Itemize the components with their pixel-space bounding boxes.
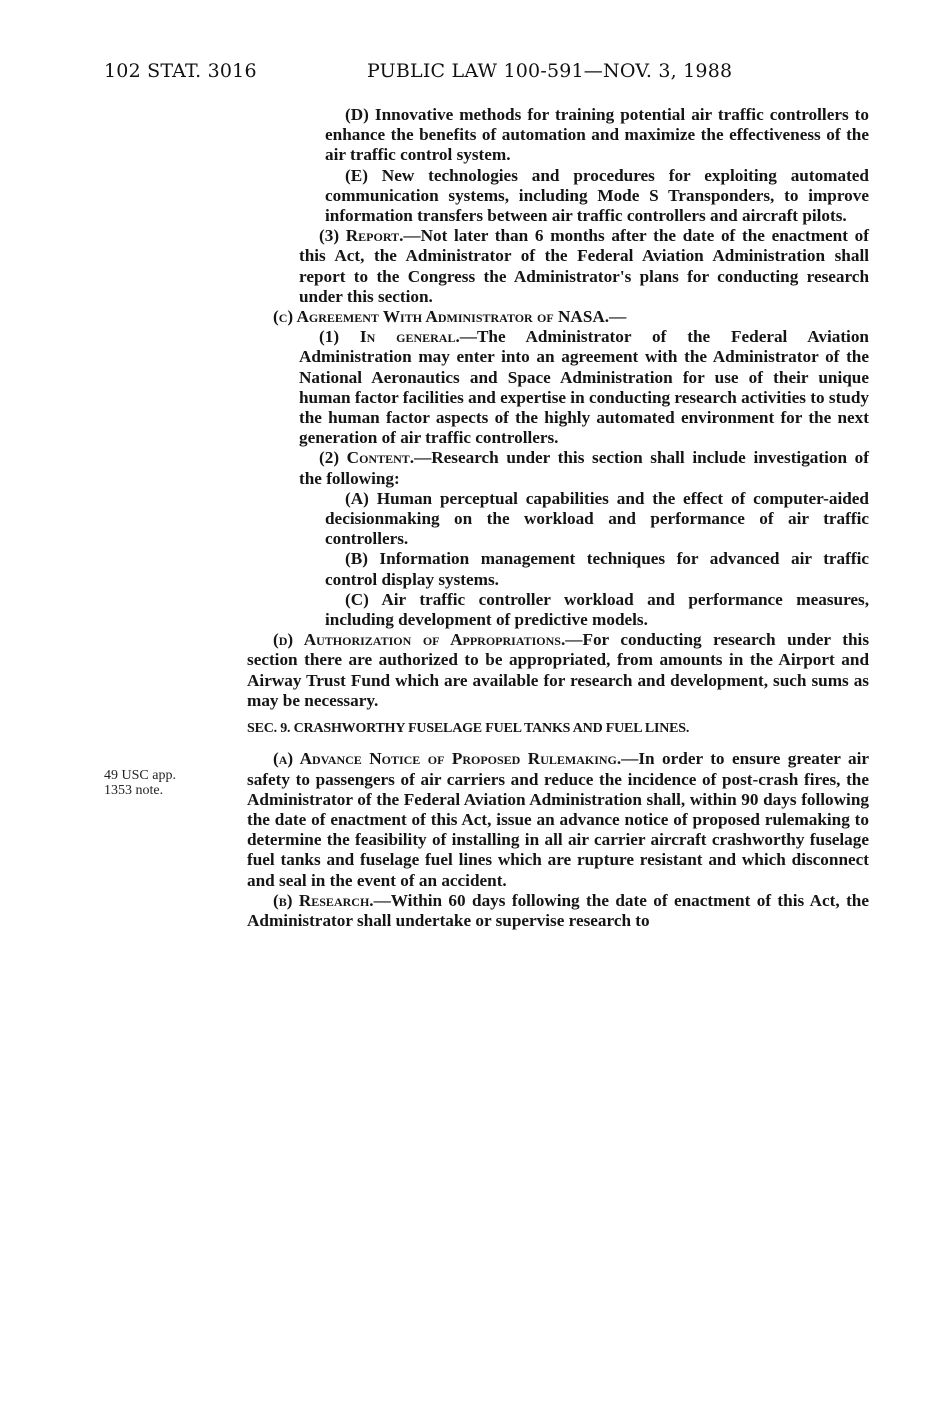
paragraph-c: (C) Air traffic controller workload and performance measures, including development of predictive models. [325,589,869,630]
paragraph-content [247,448,869,488]
paragraph-a: (A) Human perceptual capabilities and the effect of computer-aided decisionmaking on the workload and performance of air traffic controllers. [325,488,869,549]
margin-note-line2: 1353 note. [104,783,164,798]
general-text: —The Administrator of the Federal Aviation Administration may enter into an agreement with the Administrator of the National Aeronautics and Space Administration for use of their unique human factor facilities and expertise in conducting research activities to study the human factor aspects of the highly automated environment for the next generation of air traffic controllers. [299,327,870,448]
margin-note [104,768,176,798]
auth-text: —For conducting research under this section there are authorized to be appropriated, from amounts in the Airport and Airway Trust Fund which are available for research and development, such sums as may be necessary. [247,630,870,710]
report-text: —Not later than 6 months after the date of the enactment of this Act, the Administrator of the Federal Aviation Administration shall report to the Congress the Administrator's plans for conducting research under this section. [299,226,869,306]
margin-note-line1: 49 USC app. [104,768,176,783]
report-label: (3) Report. [319,226,404,246]
subsection-a-advance-notice [247,749,869,890]
paragraph-b: (B) Information management techniques for advanced air traffic control display systems. [325,549,869,589]
advance-label: (a) Advance Notice of Proposed Rulemaking. [273,749,622,769]
content-label: (2) Content. [319,448,415,468]
research-label: (b) Research. [273,890,374,910]
section-9-heading: SEC. 9. CRASHWORTHY FUSELAGE FUEL TANKS AND FUEL LINES. [247,721,690,737]
paragraph-report [247,226,869,307]
research-text: —Within 60 days following the date of enactment of this Act, the Administrator shall undertake or supervise research to [247,890,869,930]
advance-text: —In order to ensure greater air safety to passengers of air carriers and reduce the incidence of post-crash fires, the Administrator of the Federal Aviation Administration shall, within 90 days following the date of enactment of this Act, issue an advance notice of proposed rulemaking to determine the feasibility of installing in all air carrier aircraft crashworthy fuselage fuel tanks and fuselage fuel lines which are rupture resistant and which disconnect and seal in the event of an accident. [247,749,869,890]
document-body [247,105,869,931]
paragraph-general [247,327,869,448]
subsection-c-heading [247,307,869,327]
paragraph-e: (E) New technologies and procedures for exploiting automated communication systems, including Mode S Transponders, to improve information transfers between air traffic controllers and aircraft pilots. [325,165,869,226]
subsection-c-tail: NASA.— [553,307,627,327]
content-text: —Research under this section shall include investigation of the following: [299,448,869,488]
stat-citation: 102 STAT. 3016 [104,60,257,82]
subsection-c-label: (c) Agreement With Administrator of [273,307,554,327]
paragraph-d: (D) Innovative methods for training potential air traffic controllers to enhance the benefits of automation and maximize the effectiveness of the air traffic control system. [325,105,869,165]
auth-label: (d) Authorization of Appropriations. [273,630,566,650]
subsection-b-research [247,891,869,931]
subsection-d [247,630,869,711]
general-label: (1) In general. [319,327,460,347]
public-law-header: PUBLIC LAW 100-591—NOV. 3, 1988 [367,60,733,82]
